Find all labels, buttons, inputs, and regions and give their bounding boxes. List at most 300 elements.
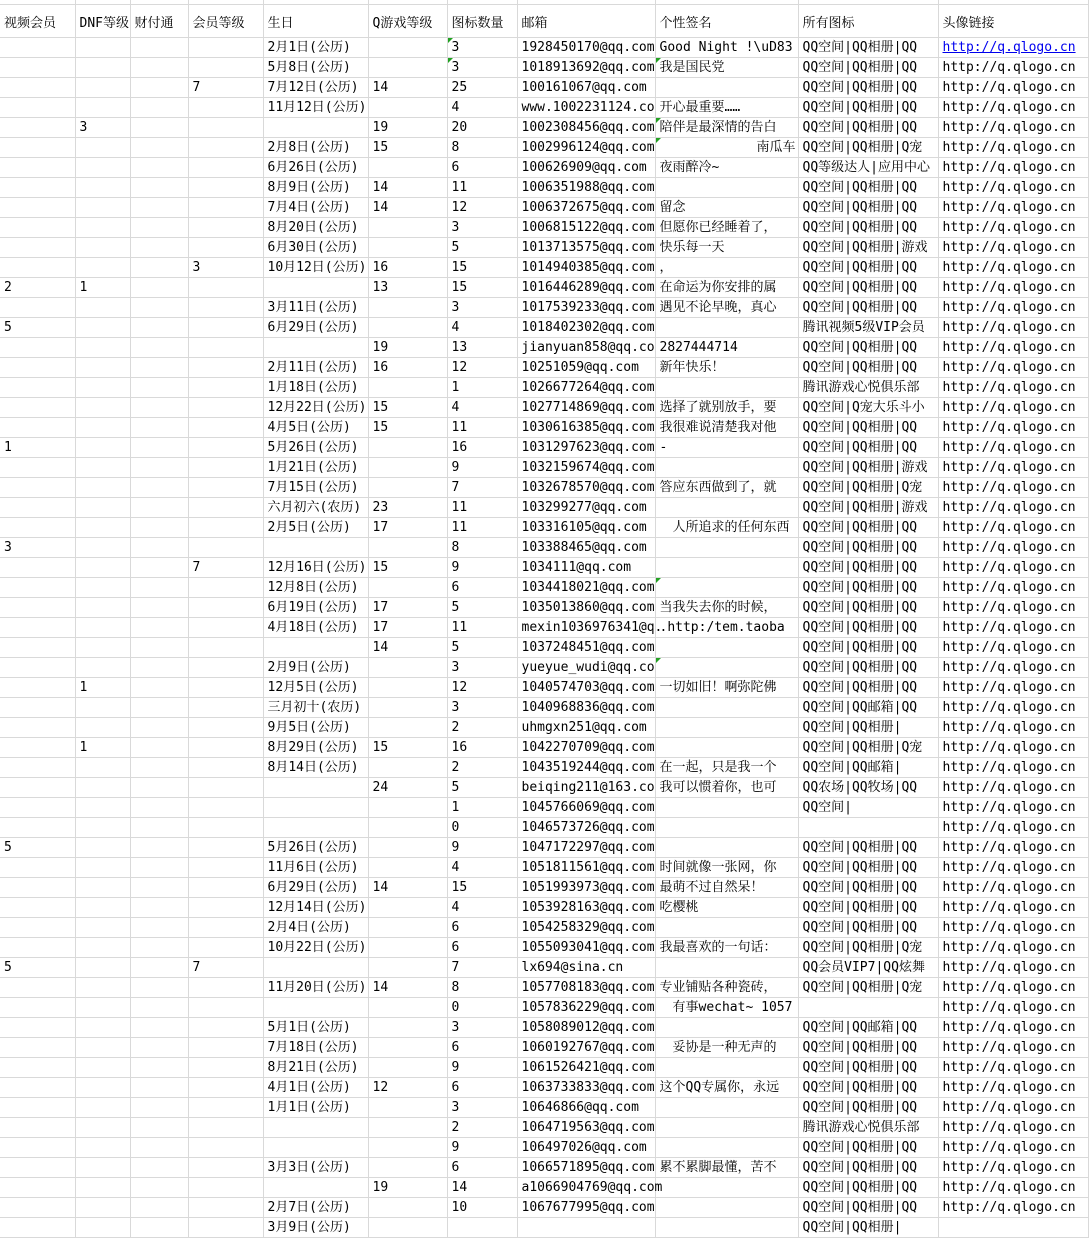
cell-email[interactable]: 1928450170@qq.com: [517, 38, 655, 58]
cell-vip-level[interactable]: [188, 298, 263, 318]
cell-tenpay[interactable]: [130, 898, 188, 918]
cell-birthday[interactable]: 1月18日(公历): [263, 378, 368, 398]
cell-all-icons[interactable]: QQ空间|: [798, 798, 938, 818]
cell-all-icons[interactable]: QQ空间|QQ相册|QQ: [798, 258, 938, 278]
column-header-qgame-level[interactable]: Q游戏等级: [368, 5, 447, 38]
cell-vip-level[interactable]: [188, 1158, 263, 1178]
cell-dnf-level[interactable]: [75, 478, 130, 498]
cell-vip-level[interactable]: [188, 478, 263, 498]
cell-avatar-link[interactable]: http://q.qlogo.cn: [938, 398, 1088, 418]
cell-all-icons[interactable]: QQ空间|QQ相册|QQ: [798, 278, 938, 298]
cell-tenpay[interactable]: [130, 78, 188, 98]
cell-avatar-link[interactable]: http://q.qlogo.cn: [938, 378, 1088, 398]
cell-dnf-level[interactable]: [75, 258, 130, 278]
cell-qgame-level[interactable]: [368, 818, 447, 838]
cell-vip-level[interactable]: [188, 758, 263, 778]
cell-video-vip[interactable]: [0, 78, 75, 98]
cell-icon-count[interactable]: [447, 1218, 517, 1238]
cell-vip-level[interactable]: [188, 1138, 263, 1158]
cell-tenpay[interactable]: [130, 98, 188, 118]
cell-dnf-level[interactable]: [75, 1138, 130, 1158]
cell-vip-level[interactable]: [188, 1178, 263, 1198]
cell-avatar-link[interactable]: http://q.qlogo.cn: [938, 1058, 1088, 1078]
cell-video-vip[interactable]: [0, 678, 75, 698]
cell-avatar-link[interactable]: http://q.qlogo.cn: [938, 518, 1088, 538]
cell-video-vip[interactable]: [0, 1078, 75, 1098]
cell-icon-count[interactable]: 4: [447, 318, 517, 338]
cell-video-vip[interactable]: [0, 718, 75, 738]
cell-vip-level[interactable]: [188, 398, 263, 418]
cell-all-icons[interactable]: QQ空间|QQ相册|QQ: [798, 578, 938, 598]
cell-qgame-level[interactable]: 23: [368, 498, 447, 518]
cell-video-vip[interactable]: [0, 578, 75, 598]
cell-qgame-level[interactable]: [368, 538, 447, 558]
cell-avatar-link[interactable]: http://q.qlogo.cn: [938, 1198, 1088, 1218]
cell-dnf-level[interactable]: [75, 698, 130, 718]
cell-icon-count[interactable]: 12: [447, 358, 517, 378]
cell-birthday[interactable]: 12月8日(公历): [263, 578, 368, 598]
cell-avatar-link[interactable]: http://q.qlogo.cn: [938, 1138, 1088, 1158]
cell-birthday[interactable]: 7月12日(公历): [263, 78, 368, 98]
cell-email[interactable]: 1063733833@qq.com: [517, 1078, 655, 1098]
cell-vip-level[interactable]: 7: [188, 958, 263, 978]
cell-dnf-level[interactable]: [75, 998, 130, 1018]
cell-vip-level[interactable]: [188, 1018, 263, 1038]
cell-birthday[interactable]: 3月11日(公历): [263, 298, 368, 318]
cell-avatar-link[interactable]: http://q.qlogo.cn: [938, 278, 1088, 298]
cell-video-vip[interactable]: [0, 198, 75, 218]
cell-avatar-link[interactable]: http://q.qlogo.cn: [938, 1098, 1088, 1118]
cell-all-icons[interactable]: QQ空间|QQ相册|QQ: [798, 1078, 938, 1098]
cell-avatar-link[interactable]: http://q.qlogo.cn: [938, 138, 1088, 158]
cell-signature[interactable]: 吃樱桃: [655, 898, 798, 918]
cell-signature[interactable]: [655, 318, 798, 338]
cell-signature[interactable]: 我最喜欢的一句话：: [655, 938, 798, 958]
cell-dnf-level[interactable]: [75, 918, 130, 938]
cell-birthday[interactable]: 9月5日(公历): [263, 718, 368, 738]
cell-qgame-level[interactable]: [368, 478, 447, 498]
cell-signature[interactable]: [655, 918, 798, 938]
cell-signature[interactable]: [655, 1138, 798, 1158]
cell-birthday[interactable]: 7月15日(公历): [263, 478, 368, 498]
cell-tenpay[interactable]: [130, 358, 188, 378]
cell-icon-count[interactable]: 5: [447, 638, 517, 658]
cell-dnf-level[interactable]: [75, 618, 130, 638]
cell-dnf-level[interactable]: [75, 638, 130, 658]
cell-qgame-level[interactable]: 15: [368, 738, 447, 758]
cell-qgame-level[interactable]: [368, 38, 447, 58]
cell-email[interactable]: 1057836229@qq.com: [517, 998, 655, 1018]
column-header-all-icons[interactable]: 所有图标: [798, 5, 938, 38]
cell-tenpay[interactable]: [130, 1078, 188, 1098]
cell-vip-level[interactable]: [188, 818, 263, 838]
cell-birthday[interactable]: 11月12日(公历): [263, 98, 368, 118]
cell-birthday[interactable]: 6月29日(公历): [263, 878, 368, 898]
cell-birthday[interactable]: 2月7日(公历): [263, 1198, 368, 1218]
cell-all-icons[interactable]: QQ空间|QQ相册|QQ: [798, 98, 938, 118]
cell-tenpay[interactable]: [130, 938, 188, 958]
cell-birthday[interactable]: 2月5日(公历): [263, 518, 368, 538]
cell-qgame-level[interactable]: 14: [368, 78, 447, 98]
cell-birthday[interactable]: 7月18日(公历): [263, 1038, 368, 1058]
cell-signature[interactable]: 人所追求的任何东西: [655, 518, 798, 538]
cell-all-icons[interactable]: QQ空间|QQ相册|QQ: [798, 918, 938, 938]
cell-tenpay[interactable]: [130, 478, 188, 498]
cell-avatar-link[interactable]: http://q.qlogo.cn: [938, 218, 1088, 238]
cell-all-icons[interactable]: QQ空间|QQ邮箱|QQ: [798, 1018, 938, 1038]
cell-email[interactable]: 1066571895@qq.com: [517, 1158, 655, 1178]
cell-vip-level[interactable]: [188, 158, 263, 178]
cell-tenpay[interactable]: [130, 298, 188, 318]
cell-icon-count[interactable]: 2: [447, 718, 517, 738]
cell-email[interactable]: 1037248451@qq.com: [517, 638, 655, 658]
cell-signature[interactable]: 在一起，只是我一个: [655, 758, 798, 778]
cell-signature[interactable]: [655, 1018, 798, 1038]
cell-qgame-level[interactable]: [368, 438, 447, 458]
cell-birthday[interactable]: 11月20日(公历): [263, 978, 368, 998]
cell-signature[interactable]: 留念: [655, 198, 798, 218]
cell-qgame-level[interactable]: 17: [368, 618, 447, 638]
cell-qgame-level[interactable]: 14: [368, 198, 447, 218]
cell-signature[interactable]: [655, 1098, 798, 1118]
cell-all-icons[interactable]: 腾讯游戏心悦俱乐部: [798, 378, 938, 398]
cell-birthday[interactable]: 2月4日(公历): [263, 918, 368, 938]
cell-icon-count[interactable]: 4: [447, 858, 517, 878]
cell-all-icons[interactable]: QQ空间|QQ相册|Q宠: [798, 978, 938, 998]
cell-avatar-link[interactable]: http://q.qlogo.cn: [938, 878, 1088, 898]
cell-qgame-level[interactable]: 17: [368, 598, 447, 618]
cell-vip-level[interactable]: [188, 938, 263, 958]
cell-tenpay[interactable]: [130, 798, 188, 818]
cell-icon-count[interactable]: 8: [447, 978, 517, 998]
cell-vip-level[interactable]: [188, 418, 263, 438]
cell-all-icons[interactable]: 腾讯游戏心悦俱乐部: [798, 1118, 938, 1138]
cell-video-vip[interactable]: [0, 858, 75, 878]
cell-tenpay[interactable]: [130, 1098, 188, 1118]
cell-video-vip[interactable]: [0, 398, 75, 418]
cell-dnf-level[interactable]: [75, 58, 130, 78]
column-header-tenpay[interactable]: 财付通: [130, 5, 188, 38]
cell-qgame-level[interactable]: 15: [368, 398, 447, 418]
cell-tenpay[interactable]: [130, 118, 188, 138]
cell-email[interactable]: 1042270709@qq.com: [517, 738, 655, 758]
cell-icon-count[interactable]: 6: [447, 1078, 517, 1098]
cell-tenpay[interactable]: [130, 178, 188, 198]
cell-icon-count[interactable]: 6: [447, 1158, 517, 1178]
cell-birthday[interactable]: 2月1日(公历): [263, 38, 368, 58]
cell-icon-count[interactable]: 0: [447, 998, 517, 1018]
column-header-signature[interactable]: 个性签名: [655, 5, 798, 38]
column-header-email[interactable]: 邮箱: [517, 5, 655, 38]
cell-icon-count[interactable]: 9: [447, 1138, 517, 1158]
cell-qgame-level[interactable]: 16: [368, 258, 447, 278]
cell-qgame-level[interactable]: 19: [368, 1178, 447, 1198]
cell-signature[interactable]: 时间就像一张网，你: [655, 858, 798, 878]
cell-dnf-level[interactable]: [75, 158, 130, 178]
cell-qgame-level[interactable]: [368, 578, 447, 598]
cell-avatar-link[interactable]: http://q.qlogo.cn: [938, 238, 1088, 258]
cell-avatar-link[interactable]: http://q.qlogo.cn: [938, 838, 1088, 858]
cell-avatar-link[interactable]: http://q.qlogo.cn: [938, 658, 1088, 678]
cell-all-icons[interactable]: QQ空间|QQ相册|QQ: [798, 1098, 938, 1118]
cell-email[interactable]: 1018913692@qq.com: [517, 58, 655, 78]
cell-video-vip[interactable]: [0, 118, 75, 138]
cell-vip-level[interactable]: [188, 498, 263, 518]
cell-all-icons[interactable]: QQ空间|QQ相册|QQ: [798, 1038, 938, 1058]
cell-birthday[interactable]: 1月21日(公历): [263, 458, 368, 478]
cell-signature[interactable]: [655, 638, 798, 658]
cell-dnf-level[interactable]: [75, 598, 130, 618]
cell-qgame-level[interactable]: [368, 58, 447, 78]
cell-icon-count[interactable]: 5: [447, 238, 517, 258]
cell-all-icons[interactable]: QQ空间|QQ相册|: [798, 1218, 938, 1238]
cell-dnf-level[interactable]: [75, 818, 130, 838]
cell-avatar-link[interactable]: http://q.qlogo.cn: [938, 598, 1088, 618]
cell-email[interactable]: 103299277@qq.com: [517, 498, 655, 518]
cell-qgame-level[interactable]: [368, 218, 447, 238]
cell-signature[interactable]: 有事wechat~ 1057: [655, 998, 798, 1018]
cell-video-vip[interactable]: 1: [0, 438, 75, 458]
cell-vip-level[interactable]: [188, 718, 263, 738]
cell-birthday[interactable]: 6月26日(公历): [263, 158, 368, 178]
cell-birthday[interactable]: [263, 778, 368, 798]
cell-birthday[interactable]: 8月14日(公历): [263, 758, 368, 778]
cell-dnf-level[interactable]: [75, 78, 130, 98]
cell-tenpay[interactable]: [130, 758, 188, 778]
cell-dnf-level[interactable]: [75, 358, 130, 378]
cell-birthday[interactable]: 2月8日(公历): [263, 138, 368, 158]
cell-vip-level[interactable]: [188, 918, 263, 938]
cell-icon-count[interactable]: 7: [447, 478, 517, 498]
cell-all-icons[interactable]: [798, 818, 938, 838]
cell-signature[interactable]: [655, 378, 798, 398]
cell-email[interactable]: 1046573726@qq.com: [517, 818, 655, 838]
cell-signature[interactable]: [655, 738, 798, 758]
cell-dnf-level[interactable]: [75, 438, 130, 458]
cell-tenpay[interactable]: [130, 578, 188, 598]
cell-tenpay[interactable]: [130, 1158, 188, 1178]
cell-email[interactable]: a1066904769@qq.com: [517, 1178, 655, 1198]
cell-avatar-link[interactable]: http://q.qlogo.cn: [938, 258, 1088, 278]
cell-avatar-link[interactable]: http://q.qlogo.cn: [938, 798, 1088, 818]
cell-signature[interactable]: 选择了就别放手，要: [655, 398, 798, 418]
cell-tenpay[interactable]: [130, 1138, 188, 1158]
cell-avatar-link[interactable]: http://q.qlogo.cn: [938, 498, 1088, 518]
cell-birthday[interactable]: 10月22日(公历): [263, 938, 368, 958]
cell-dnf-level[interactable]: [75, 418, 130, 438]
cell-qgame-level[interactable]: 16: [368, 358, 447, 378]
cell-birthday[interactable]: 2月9日(公历): [263, 658, 368, 678]
cell-avatar-link[interactable]: http://q.qlogo.cn: [938, 1158, 1088, 1178]
cell-all-icons[interactable]: QQ空间|QQ相册|QQ: [798, 598, 938, 618]
cell-signature[interactable]: [655, 798, 798, 818]
cell-qgame-level[interactable]: [368, 798, 447, 818]
cell-avatar-link[interactable]: http://q.qlogo.cn: [938, 178, 1088, 198]
cell-signature[interactable]: 快乐每一天: [655, 238, 798, 258]
cell-email[interactable]: 1014940385@qq.com: [517, 258, 655, 278]
cell-vip-level[interactable]: [188, 1038, 263, 1058]
cell-icon-count[interactable]: 15: [447, 258, 517, 278]
cell-icon-count[interactable]: 9: [447, 458, 517, 478]
cell-icon-count[interactable]: 11: [447, 498, 517, 518]
column-header-dnf-level[interactable]: DNF等级: [75, 5, 130, 38]
cell-avatar-link[interactable]: http://q.qlogo.cn: [938, 998, 1088, 1018]
cell-all-icons[interactable]: QQ空间|QQ相册|QQ: [798, 418, 938, 438]
cell-vip-level[interactable]: [188, 858, 263, 878]
cell-dnf-level[interactable]: [75, 1018, 130, 1038]
cell-dnf-level[interactable]: [75, 498, 130, 518]
cell-avatar-link[interactable]: http://q.qlogo.cn: [938, 198, 1088, 218]
cell-signature[interactable]: [655, 538, 798, 558]
cell-video-vip[interactable]: [0, 98, 75, 118]
cell-all-icons[interactable]: QQ空间|QQ相册|QQ: [798, 638, 938, 658]
cell-avatar-link[interactable]: http://q.qlogo.cn: [938, 1018, 1088, 1038]
cell-email[interactable]: beiqing211@163.co: [517, 778, 655, 798]
cell-email[interactable]: 1035013860@qq.com: [517, 598, 655, 618]
cell-video-vip[interactable]: [0, 1038, 75, 1058]
cell-vip-level[interactable]: [188, 978, 263, 998]
cell-all-icons[interactable]: QQ空间|QQ相册|QQ: [798, 58, 938, 78]
cell-tenpay[interactable]: [130, 1218, 188, 1238]
cell-email[interactable]: 1002308456@qq.com: [517, 118, 655, 138]
cell-birthday[interactable]: 4月5日(公历): [263, 418, 368, 438]
cell-icon-count[interactable]: 1: [447, 378, 517, 398]
cell-avatar-link[interactable]: http://q.qlogo.cn: [938, 78, 1088, 98]
cell-icon-count[interactable]: 3: [447, 1018, 517, 1038]
cell-dnf-level[interactable]: [75, 878, 130, 898]
cell-video-vip[interactable]: [0, 478, 75, 498]
cell-tenpay[interactable]: [130, 698, 188, 718]
cell-signature[interactable]: 我可以惯着你，也可: [655, 778, 798, 798]
cell-tenpay[interactable]: [130, 378, 188, 398]
cell-all-icons[interactable]: QQ空间|QQ相册|游戏: [798, 498, 938, 518]
cell-all-icons[interactable]: QQ空间|QQ相册|QQ: [798, 1198, 938, 1218]
cell-all-icons[interactable]: QQ空间|Q宠大乐斗小: [798, 398, 938, 418]
cell-avatar-link[interactable]: http://q.qlogo.cn: [938, 58, 1088, 78]
cell-email[interactable]: 1013713575@qq.com: [517, 238, 655, 258]
cell-birthday[interactable]: 11月6日(公历): [263, 858, 368, 878]
cell-all-icons[interactable]: QQ空间|QQ相册|QQ: [798, 358, 938, 378]
cell-video-vip[interactable]: [0, 818, 75, 838]
cell-video-vip[interactable]: [0, 558, 75, 578]
cell-video-vip[interactable]: [0, 618, 75, 638]
cell-qgame-level[interactable]: [368, 758, 447, 778]
cell-avatar-link[interactable]: http://q.qlogo.cn: [938, 418, 1088, 438]
cell-email[interactable]: uhmgxn251@qq.com: [517, 718, 655, 738]
cell-video-vip[interactable]: [0, 358, 75, 378]
cell-video-vip[interactable]: [0, 238, 75, 258]
cell-tenpay[interactable]: [130, 1018, 188, 1038]
cell-email[interactable]: 1006815122@qq.com: [517, 218, 655, 238]
cell-vip-level[interactable]: [188, 358, 263, 378]
cell-signature[interactable]: 我是国民党: [655, 58, 798, 78]
cell-dnf-level[interactable]: [75, 398, 130, 418]
cell-signature[interactable]: 夜雨醉冷~: [655, 158, 798, 178]
cell-birthday[interactable]: [263, 638, 368, 658]
cell-qgame-level[interactable]: [368, 958, 447, 978]
cell-video-vip[interactable]: [0, 158, 75, 178]
cell-birthday[interactable]: [263, 1178, 368, 1198]
cell-dnf-level[interactable]: [75, 1218, 130, 1238]
cell-icon-count[interactable]: 6: [447, 938, 517, 958]
column-header-birthday[interactable]: 生日: [263, 5, 368, 38]
cell-signature[interactable]: [655, 658, 798, 678]
cell-icon-count[interactable]: 9: [447, 558, 517, 578]
cell-vip-level[interactable]: [188, 1218, 263, 1238]
cell-icon-count[interactable]: 3: [447, 658, 517, 678]
cell-tenpay[interactable]: [130, 338, 188, 358]
cell-vip-level[interactable]: 3: [188, 258, 263, 278]
cell-qgame-level[interactable]: 14: [368, 878, 447, 898]
cell-qgame-level[interactable]: [368, 858, 447, 878]
cell-birthday[interactable]: 2月11日(公历): [263, 358, 368, 378]
cell-tenpay[interactable]: [130, 138, 188, 158]
cell-birthday[interactable]: 8月9日(公历): [263, 178, 368, 198]
cell-tenpay[interactable]: [130, 918, 188, 938]
cell-dnf-level[interactable]: [75, 318, 130, 338]
cell-birthday[interactable]: 12月16日(公历): [263, 558, 368, 578]
cell-vip-level[interactable]: [188, 218, 263, 238]
cell-video-vip[interactable]: [0, 518, 75, 538]
cell-vip-level[interactable]: [188, 998, 263, 1018]
cell-dnf-level[interactable]: [75, 378, 130, 398]
cell-tenpay[interactable]: [130, 838, 188, 858]
cell-signature[interactable]: [655, 1118, 798, 1138]
column-header-vip-level[interactable]: 会员等级: [188, 5, 263, 38]
cell-all-icons[interactable]: QQ空间|QQ相册|QQ: [798, 198, 938, 218]
cell-qgame-level[interactable]: [368, 238, 447, 258]
cell-vip-level[interactable]: [188, 618, 263, 638]
cell-qgame-level[interactable]: [368, 1198, 447, 1218]
cell-email[interactable]: jianyuan858@qq.co: [517, 338, 655, 358]
cell-vip-level[interactable]: [188, 1118, 263, 1138]
cell-dnf-level[interactable]: [75, 758, 130, 778]
cell-avatar-link[interactable]: http://q.qlogo.cn: [938, 478, 1088, 498]
cell-video-vip[interactable]: [0, 338, 75, 358]
cell-signature[interactable]: [655, 818, 798, 838]
cell-signature[interactable]: 2827444714: [655, 338, 798, 358]
cell-qgame-level[interactable]: [368, 298, 447, 318]
cell-vip-level[interactable]: [188, 378, 263, 398]
cell-all-icons[interactable]: QQ空间|QQ相册|QQ: [798, 298, 938, 318]
cell-avatar-link[interactable]: http://q.qlogo.cn: [938, 558, 1088, 578]
cell-icon-count[interactable]: 15: [447, 878, 517, 898]
cell-all-icons[interactable]: QQ空间|QQ相册|QQ: [798, 1158, 938, 1178]
cell-dnf-level[interactable]: [75, 218, 130, 238]
cell-avatar-link[interactable]: http://q.qlogo.cn: [938, 858, 1088, 878]
cell-qgame-level[interactable]: [368, 658, 447, 678]
cell-email[interactable]: 1034111@qq.com: [517, 558, 655, 578]
cell-tenpay[interactable]: [130, 998, 188, 1018]
cell-avatar-link[interactable]: http://q.qlogo.cn: [938, 1038, 1088, 1058]
cell-qgame-level[interactable]: [368, 678, 447, 698]
cell-icon-count[interactable]: 6: [447, 1038, 517, 1058]
cell-all-icons[interactable]: QQ空间|QQ相册|Q宠: [798, 478, 938, 498]
cell-icon-count[interactable]: 0: [447, 818, 517, 838]
cell-email[interactable]: 103316105@qq.com: [517, 518, 655, 538]
cell-qgame-level[interactable]: 19: [368, 118, 447, 138]
cell-icon-count[interactable]: 12: [447, 198, 517, 218]
cell-dnf-level[interactable]: [75, 978, 130, 998]
cell-icon-count[interactable]: 12: [447, 678, 517, 698]
cell-tenpay[interactable]: [130, 978, 188, 998]
cell-birthday[interactable]: [263, 538, 368, 558]
cell-tenpay[interactable]: [130, 158, 188, 178]
cell-email[interactable]: 1018402302@qq.com: [517, 318, 655, 338]
cell-dnf-level[interactable]: [75, 718, 130, 738]
cell-vip-level[interactable]: [188, 738, 263, 758]
cell-tenpay[interactable]: [130, 518, 188, 538]
